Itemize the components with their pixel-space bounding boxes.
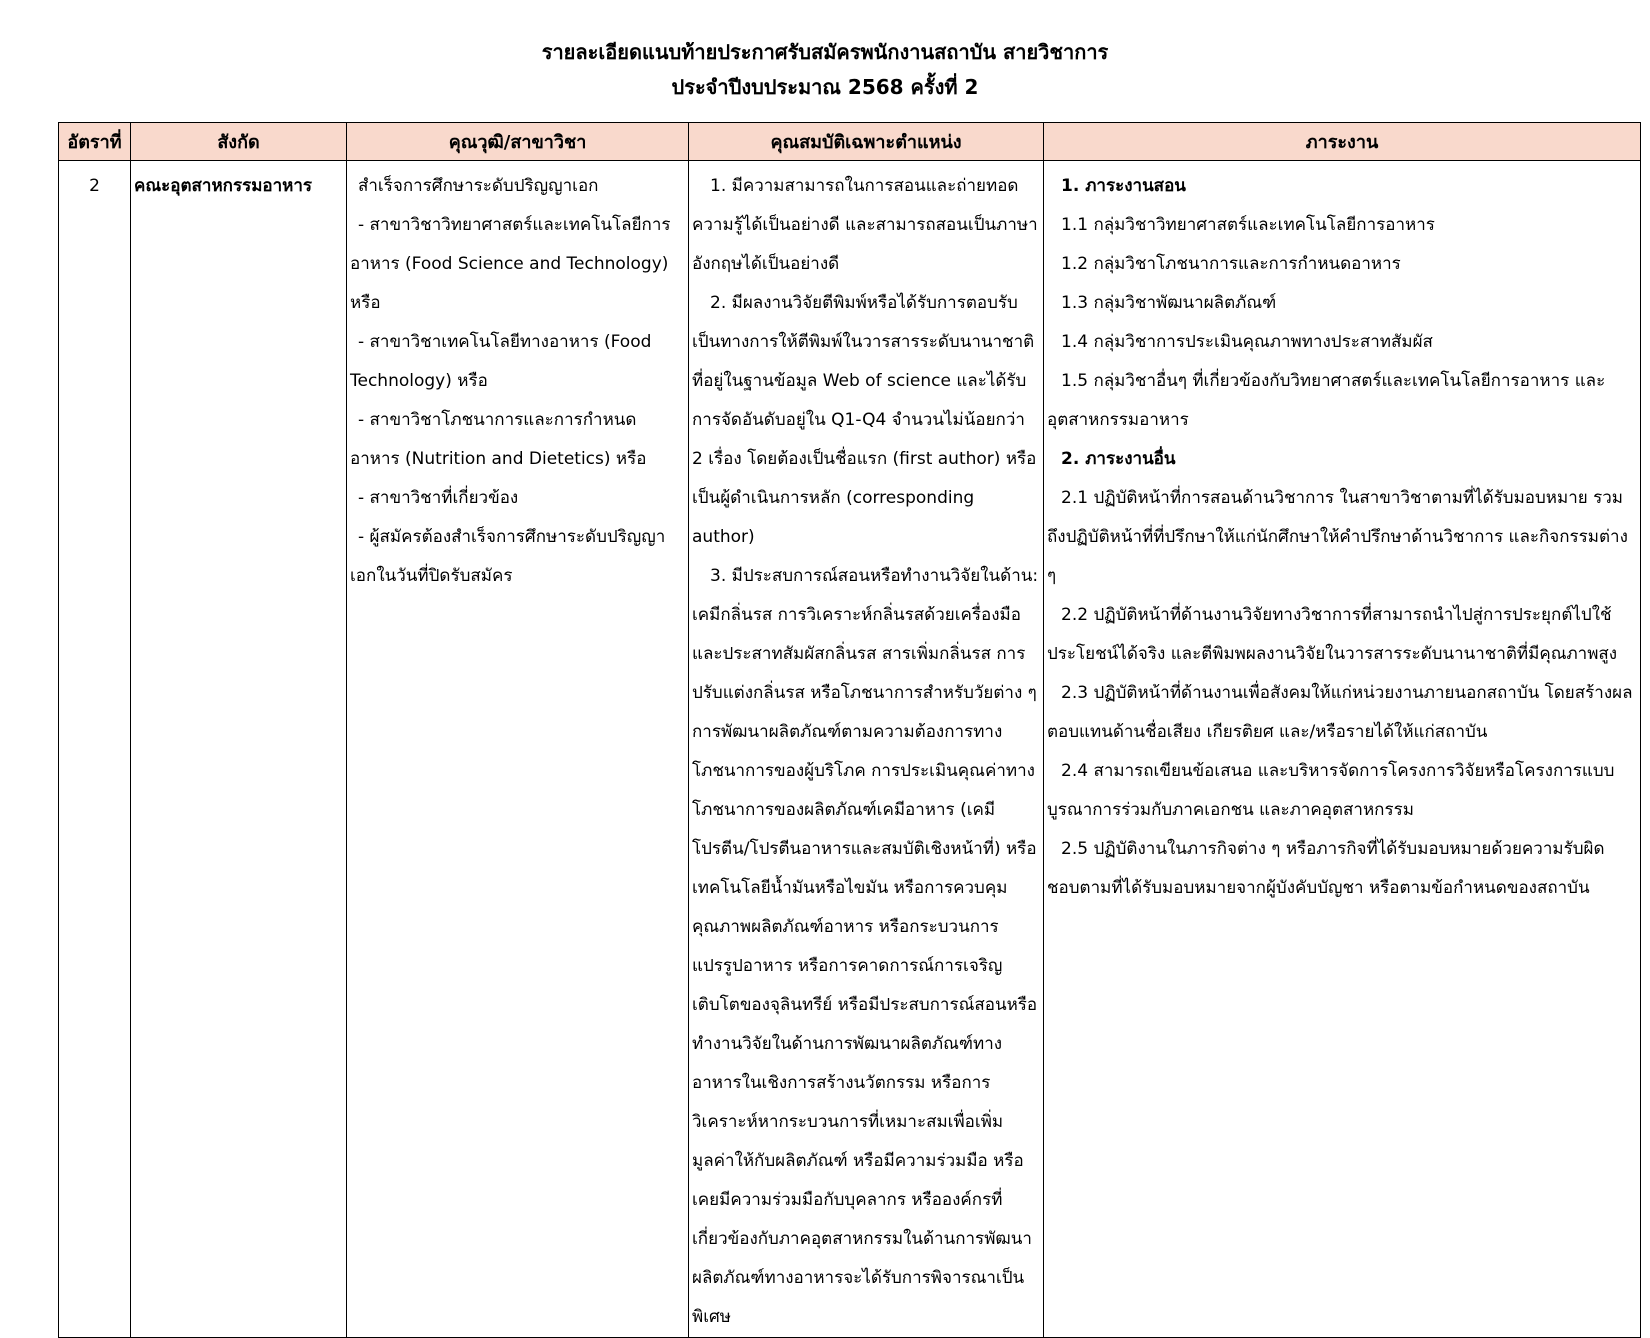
workload-item: 2.3 ปฏิบัติหน้าที่ด้านงานเพื่อสังคมให้แก่หน่วยงานภายนอกสถาบัน โดยสร้างผลตอบแทนด้านชื่อเสียง เกียรติยศ และ/หรือรายได้ให้แก่สถาบัน [1047, 683, 1633, 742]
header-qualification: คุณวุฒิ/สาขาวิชา [347, 123, 689, 161]
header-workload: ภาระงาน [1044, 123, 1641, 161]
workload-item: 2.1 ปฏิบัติหน้าที่การสอนด้านวิชาการ ในสาขาวิชาตามที่ได้รับมอบหมาย รวมถึงปฏิบัติหน้าที่ที่ปรึกษาให้แก่นักศึกษาให้คำปรึกษาด้านวิชาการ และกิจกรรมต่าง ๆ [1047, 488, 1628, 586]
cell-specific-qualifications [689, 161, 1044, 1338]
document-title: รายละเอียดแนบท้ายประกาศรับสมัครพนักงานสถาบัน สายวิชาการ [541, 40, 1109, 64]
specific-qualification-item: 2. มีผลงานวิจัยตีพิมพ์หรือได้รับการตอบรับเป็นทางการให้ตีพิมพ์ในวารสารระดับนานาชาติที่อยู่ในฐานข้อมูล Web of science และได้รับการจัดอันดับอยู่ใน Q1-Q4 จำนวนไม่น้อยกว่า 2 เรื่อง โดยต้องเป็นชื่อแรก (first author) หรือเป็นผู้ดำเนินการหลัก (corresponding author) [692, 293, 1037, 547]
cell-faculty: คณะอุตสาหกรรมอาหาร [131, 161, 347, 1338]
workload-item: 1.4 กลุ่มวิชาการประเมินคุณภาพทางประสาทสัมผัส [1061, 332, 1433, 352]
specific-qualification-item: 1. มีความสามารถในการสอนและถ่ายทอดความรู้ได้เป็นอย่างดี และสามารถสอนเป็นภาษาอังกฤษได้เป็นอย่างดี [692, 176, 1038, 274]
specific-qualification-item: 3. มีประสบการณ์สอนหรือทำงานวิจัยในด้าน: เคมีกลิ่นรส การวิเคราะห์กลิ่นรสด้วยเครื่องมือและประสาทสัมผัสกลิ่นรส สารเพิ่มกลิ่นรส การปรับแต่งกลิ่นรส หรือโภชนาการสำหรับวัยต่าง ๆ การพัฒนาผลิตภัณฑ์ตามความต้องการทางโภชนาการของผู้บริโภค การประเมินคุณค่าทางโภชนาการของผลิตภัณฑ์เคมีอาหาร (เคมีโปรตีน/โปรตีนอาหารและสมบัติเชิงหน้าที่) หรือเทคโนโลยีน้ำมันหรือไขมัน หรือการควบคุมคุณภาพผลิตภัณฑ์อาหาร หรือกระบวนการแปรรูปอาหาร หรือการคาดการณ์การเจริญเติบโตของจุลินทรีย์ หรือมีประสบการณ์สอนหรือทำงานวิจัยในด้านการพัฒนาผลิตภัณฑ์ทางอาหารในเชิงการสร้างนวัตกรรม หรือการวิเคราะห์หากระบวนการที่เหมาะสมเพื่อเพิ่มมูลค่าให้กับผลิตภัณฑ์ หรือมีความร่วมมือ หรือเคยมีความร่วมมือกับบุคลากร หรือองค์กรที่เกี่ยวข้องกับภาคอุตสาหกรรมในด้านการพัฒนาผลิตภัณฑ์ทางอาหารจะได้รับการพิจารณาเป็นพิเศษ [692, 566, 1039, 1327]
workload-item: 1.5 กลุ่มวิชาอื่นๆ ที่เกี่ยวข้องกับวิทยาศาสตร์และเทคโนโลยีการอาหาร และอุตสาหกรรมอาหาร [1047, 371, 1606, 430]
header-position-number: อัตราที่ [59, 123, 131, 161]
table-row [59, 161, 1641, 1338]
qualification-item: - สาขาวิชาโภชนาการและการกำหนดอาหาร (Nutrition and Dietetics) หรือ [350, 410, 647, 469]
workload-item: 1.3 กลุ่มวิชาพัฒนาผลิตภัณฑ์ [1061, 293, 1277, 313]
qualification-item: - สาขาวิชาเทคโนโลยีทางอาหาร (Food Technology) หรือ [350, 332, 652, 391]
workload-section-title: 1. ภาระงานสอน [1061, 176, 1186, 196]
workload-section-title: 2. ภาระงานอื่น [1061, 449, 1176, 469]
qualification-item: - สาขาวิชาวิทยาศาสตร์และเทคโนโลยีการอาหาร (Food Science and Technology) หรือ [350, 215, 671, 313]
cell-workload [1044, 161, 1641, 1338]
workload-item: 2.5 ปฏิบัติงานในภารกิจต่าง ๆ หรือภารกิจที่ได้รับมอบหมายด้วยความรับผิดชอบตามที่ได้รับมอบหมายจากผู้บังคับบัญชา หรือตามข้อกำหนดของสถาบัน [1047, 839, 1605, 898]
document-subtitle: ประจำปีงบประมาณ 2568 ครั้งที่ 2 [671, 75, 979, 99]
recruitment-details-table [58, 122, 1641, 1338]
header-faculty: สังกัด [131, 123, 347, 161]
header-specific-qualifications: คุณสมบัติเฉพาะตำแหน่ง [689, 123, 1044, 161]
qualification-heading: สำเร็จการศึกษาระดับปริญญาเอก [358, 176, 599, 196]
cell-position-number: 2 [59, 161, 131, 1338]
workload-item: 1.2 กลุ่มวิชาโภชนาการและการกำหนดอาหาร [1061, 254, 1401, 274]
workload-item: 2.2 ปฏิบัติหน้าที่ด้านงานวิจัยทางวิชาการที่สามารถนำไปสู่การประยุกต์ไปใช้ประโยชน์ได้จริง และตีพิมพผลงานวิจัยในวารสารระดับนานาชาติที่มีคุณภาพสูง [1047, 605, 1618, 664]
cell-qualification [347, 161, 689, 1338]
workload-item: 2.4 สามารถเขียนข้อเสนอ และบริหารจัดการโครงการวิจัยหรือโครงการแบบบูรณาการร่วมกับภาคเอกชน และภาคอุตสาหกรรม [1047, 761, 1615, 820]
qualification-item: - สาขาวิชาที่เกี่ยวข้อง [358, 488, 519, 508]
qualification-item: - ผู้สมัครต้องสำเร็จการศึกษาระดับปริญญาเอกในวันที่ปิดรับสมัคร [350, 527, 666, 586]
workload-item: 1.1 กลุ่มวิชาวิทยาศาสตร์และเทคโนโลยีการอาหาร [1061, 215, 1435, 235]
table-header-row [59, 123, 1641, 161]
